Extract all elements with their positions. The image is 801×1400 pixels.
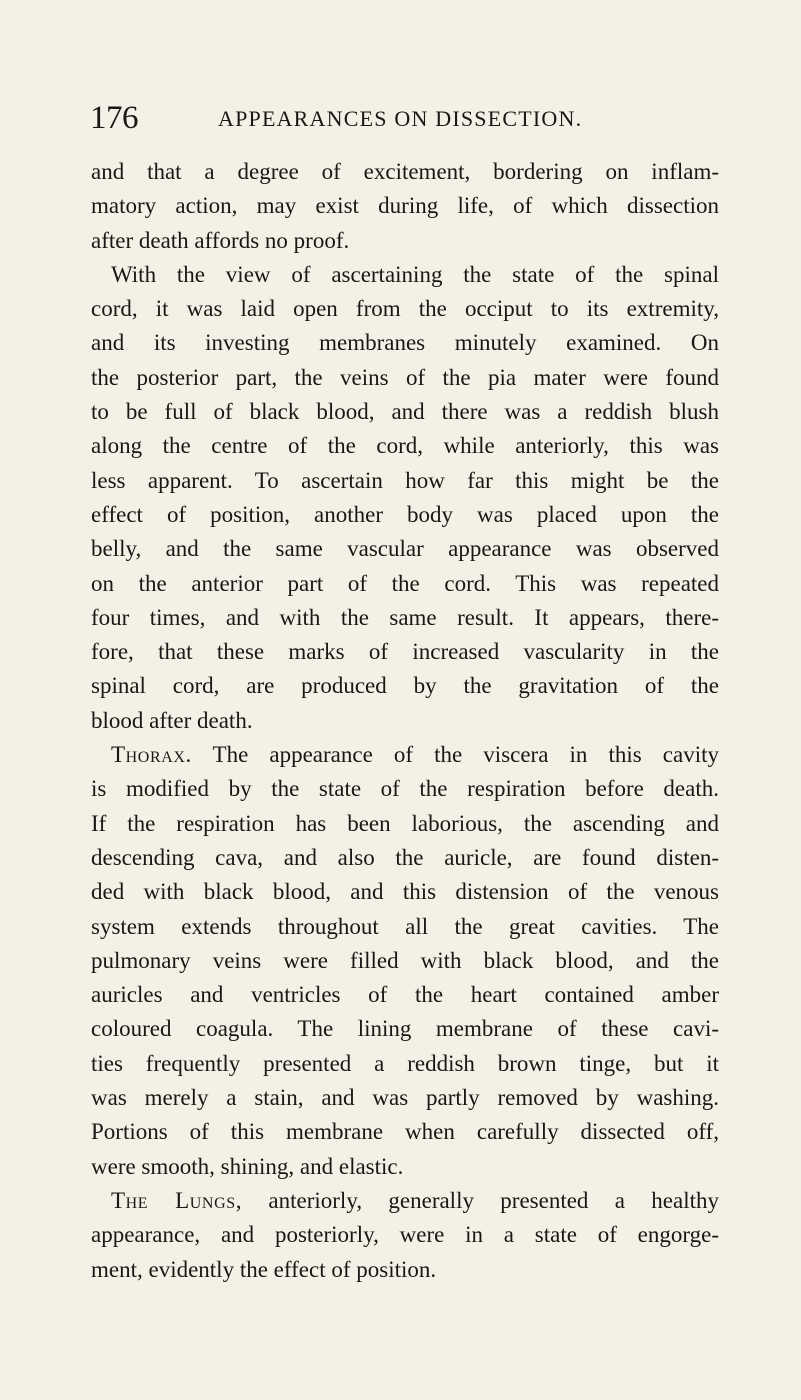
text-line: was merely a stain, and was partly removed by washing.	[91, 1085, 719, 1111]
text-line: blood after death.	[91, 707, 253, 733]
text-line: descending cava, and also the auricle, are found disten-	[91, 844, 719, 870]
text-line: The Lungs, anteriorly, generally presented a healthy	[111, 1187, 719, 1213]
text-line: cord, it was laid open from the occiput to its extremity,	[91, 296, 719, 322]
text-line: auricles and ventricles of the heart contained amber	[91, 982, 719, 1008]
text-line: the posterior part, the veins of the pia mater were found	[91, 364, 719, 390]
running-head	[90, 98, 730, 138]
text-line: Thorax. The appearance of the viscera in this cavity	[111, 742, 719, 768]
text-line: is modified by the state of the respiration before death.	[91, 776, 719, 802]
text-line: belly, and the same vascular appearance was observed	[91, 536, 719, 562]
text-line: to be full of black blood, and there was a reddish blush	[91, 399, 719, 425]
text-line: pulmonary veins were filled with black blood, and the	[91, 947, 719, 973]
text-line: system extends throughout all the great cavities. The	[91, 913, 719, 939]
text-line: Portions of this membrane when carefully dissected off,	[91, 1119, 719, 1145]
text-line: effect of position, another body was placed upon the	[91, 501, 719, 527]
text-line: If the respiration has been laborious, the ascending and	[91, 810, 719, 836]
text-line: after death affords no proof.	[91, 227, 350, 253]
text-line: spinal cord, are produced by the gravitation of the	[91, 673, 719, 699]
section-heading-lungs: The Lungs,	[111, 1187, 243, 1213]
text-line: ties frequently presented a reddish brown tinge, but it	[91, 1050, 719, 1076]
text-line: were smooth, shining, and elastic.	[91, 1153, 404, 1179]
text-line: four times, and with the same result. It appears, there-	[91, 604, 719, 630]
text-line: ded with black blood, and this distension of the venous	[91, 879, 719, 905]
text-line: and its investing membranes minutely examined. On	[91, 330, 719, 356]
text-line: along the centre of the cord, while anteriorly, this was	[91, 433, 719, 459]
text-line: coloured coagula. The lining membrane of these cavi-	[91, 1016, 719, 1042]
text-line: on the anterior part of the cord. This was repeated	[91, 570, 719, 596]
running-head-title: APPEARANCES ON DISSECTION.	[218, 106, 583, 131]
section-heading-thorax: Thorax.	[111, 742, 192, 768]
body-text	[91, 155, 719, 1287]
text-line: ment, evidently the effect of position.	[91, 1256, 437, 1282]
text-line: and that a degree of excitement, bordering on inflam-	[91, 159, 719, 184]
text-line: matory action, may exist during life, of which dissection	[91, 193, 719, 219]
text-line: fore, that these marks of increased vascularity in the	[91, 639, 719, 665]
page-number: 176	[90, 100, 138, 136]
text-line: appearance, and posteriorly, were in a state of engorge-	[91, 1222, 719, 1248]
text-line: With the view of ascertaining the state of the spinal	[111, 261, 719, 287]
text-line: less apparent. To ascertain how far this might be the	[91, 467, 719, 493]
